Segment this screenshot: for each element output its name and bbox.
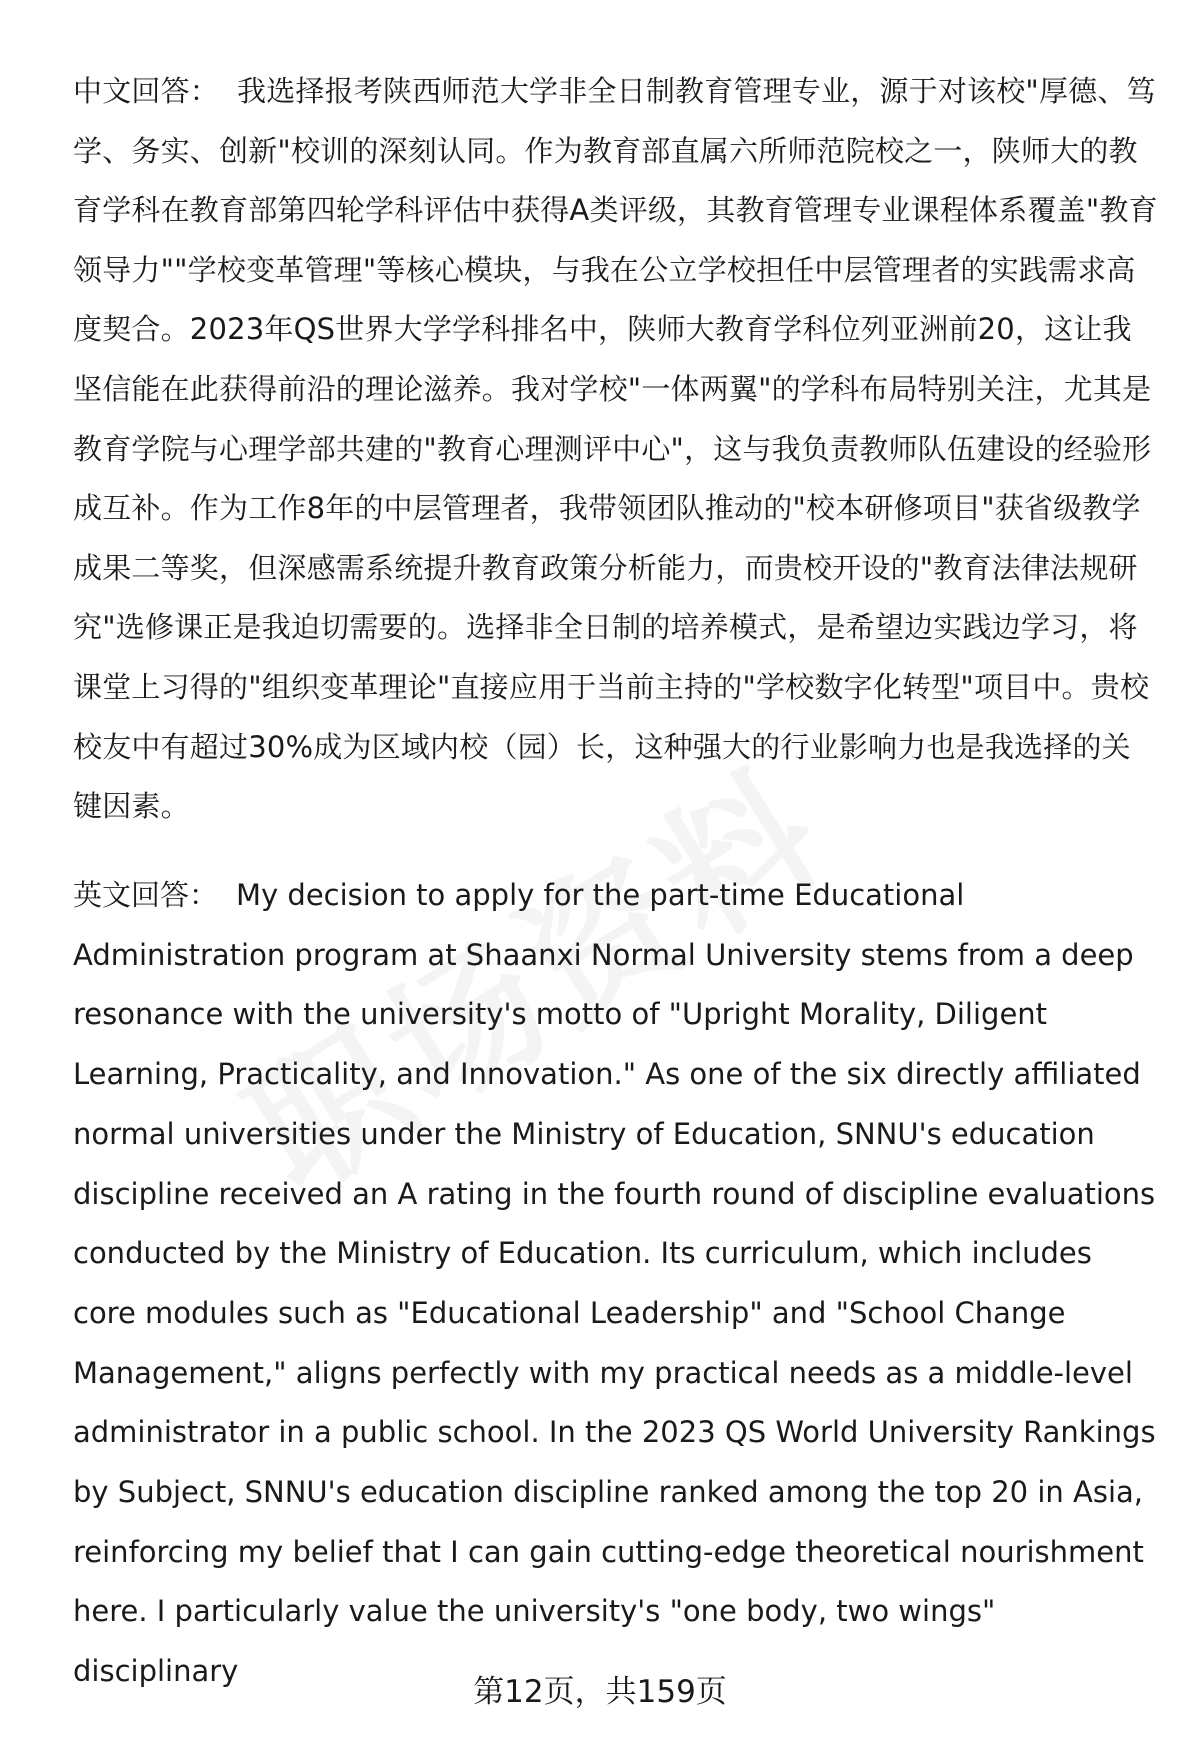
chinese-answer-text: 我选择报考陕西师范大学非全日制教育管理专业，源于对该校"厚德、笃学、务实、创新"校训的深刻认同。作为教育部直属六所师范院校之一，陕师大的教育学科在教育部第四轮学科评估中获得A类评级，其教育管理专业课程体系覆盖"教育领导力""学校变革管理"等核心模块，与我在公立学校担任中层管理者的实践需求高度契合。2023年QS世界大学学科排名中，陕师大教育学科位列亚洲前20，这让我坚信能在此获得前沿的理论滋养。我对学校"一体两翼"的学科布局特别关注，尤其是教育学院与心理学部共建的"教育心理测评中心"，这与我负责教师队伍建设的经验形成互补。作为工作8年的中层管理者，我带领团队推动的"校本研修项目"获省级教学成果二等奖，但深感需系统提升教育政策分析能力，而贵校开设的"教育法律法规研究"选修课正是我迫切需要的。选择非全日制的培养模式，是希望边实践边学习，将课堂上习得的"组织变革理论"直接应用于当前主持的"学校数字化转型"项目中。贵校校友中有超过30%成为区域内校（园）长，这种强大的行业影响力也是我选择的关键因素。 (73, 74, 1158, 824)
chinese-answer-label: 中文回答： (73, 74, 220, 108)
english-answer-text: My decision to apply for the part-time Educational Administration program at Shaanxi Normal University stems from a deep resonance with the university's motto of "Upright Morality, Diligent Learning, Practicality, and Innovation." As one of the six directly affiliated normal universities under the Ministry of Education, SNNU's education discipline received an A rating in the fourth round of discipline evaluations conducted by the Ministry of Education. Its curriculum, which includes core modules such as "Educational Leadership" and "School Change Management," aligns perfectly with my practical needs as a middle-level administrator in a public school. In the 2023 QS World University Rankings by Subject, SNNU's education discipline ranked among the top 20 in Asia, reinforcing my belief that I can gain cutting-edge theoretical nourishment here. I particularly value the university's "one body, two wings" disciplinary (73, 878, 1156, 1689)
page-number-footer: 第12页，共159页 (473, 1674, 727, 1710)
english-answer-label: 英文回答： (73, 878, 219, 912)
chinese-answer-section (73, 62, 1158, 837)
english-answer-section (73, 866, 1158, 1702)
